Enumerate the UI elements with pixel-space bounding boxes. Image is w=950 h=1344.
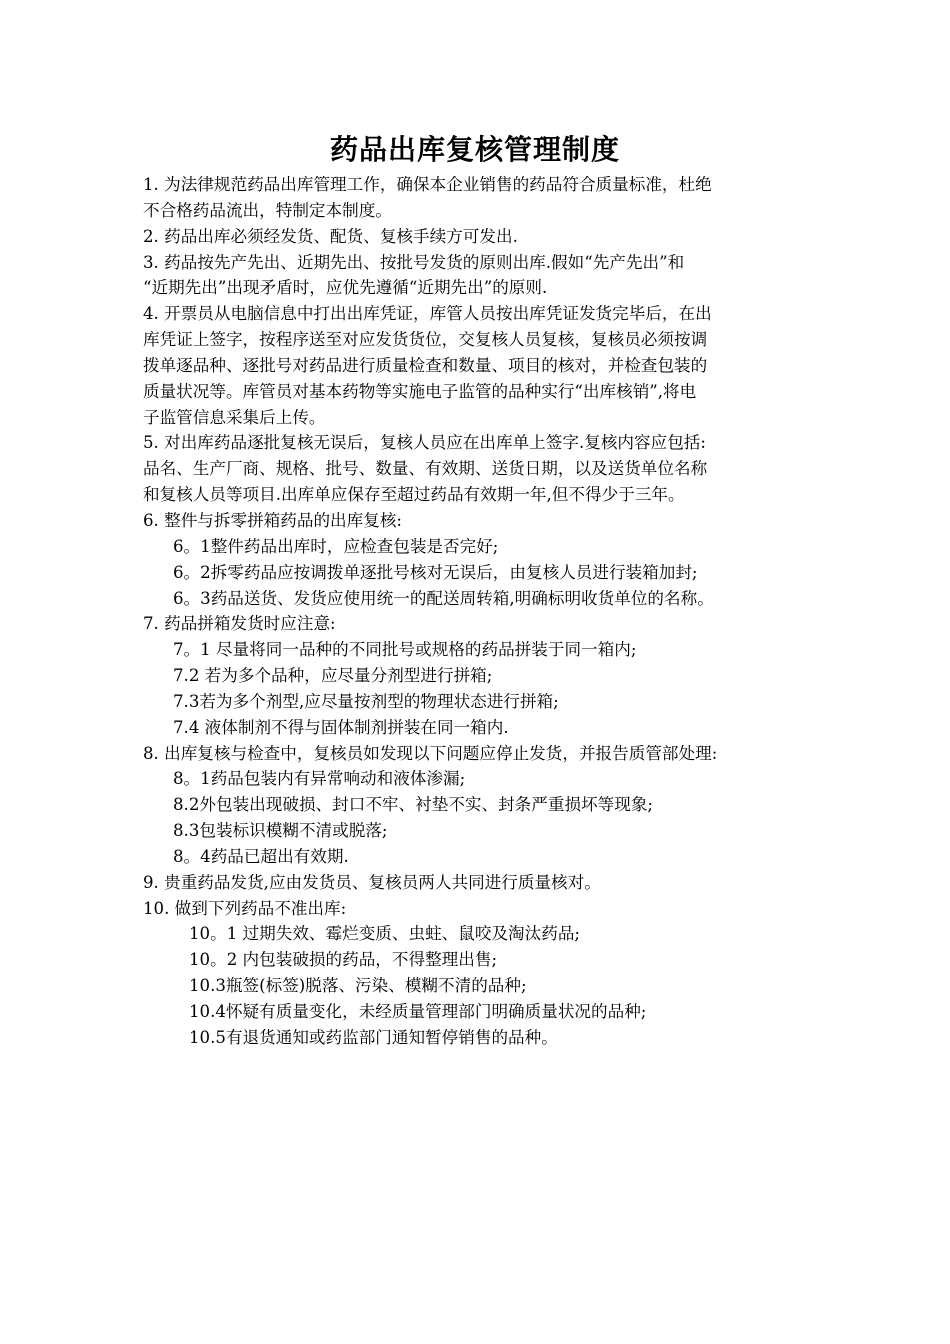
text-line: 10. 做到下列药品不准出库: bbox=[143, 898, 347, 918]
text-line: 质量状况等。库管员对基本药物等实施电子监管的品种实行“出库核销”,将电 bbox=[143, 381, 697, 401]
sub-item-line: 7。1 尽量将同一品种的不同批号或规格的药品拼装于同一箱内; bbox=[173, 640, 637, 660]
document-title: 药品出库复核管理制度 bbox=[329, 133, 620, 166]
sub-item-line: 7.4 液体制剂不得与固体制剂拼装在同一箱内. bbox=[173, 717, 509, 737]
text-line: 6. 整件与拆零拼箱药品的出库复核: bbox=[143, 510, 403, 530]
document-body bbox=[143, 172, 815, 1051]
text-line: 9. 贵重药品发货,应由发货员、复核员两人共同进行质量核对。 bbox=[143, 872, 601, 892]
text-line: 2. 药品出库必须经发货、配货、复核手续方可发出. bbox=[143, 226, 518, 246]
sub-item-line: 10。1 过期失效、霉烂变质、虫蛀、鼠咬及淘汰药品; bbox=[189, 924, 581, 944]
sub-item-line: 10.5有退货通知或药监部门通知暂停销售的品种。 bbox=[189, 1027, 558, 1047]
sub-item-line: 6。3药品送货、发货应使用统一的配送周转箱,明确标明收货单位的名称。 bbox=[173, 588, 714, 608]
sub-item-line: 6。1整件药品出库时，应检查包装是否完好; bbox=[173, 536, 499, 556]
sub-item-line: 8。1药品包装内有异常响动和液体渗漏; bbox=[173, 769, 466, 789]
text-line: 1. 为法律规范药品出库管理工作，确保本企业销售的药品符合质量标准，杜绝 bbox=[143, 175, 712, 194]
text-line: 8. 出库复核与检查中，复核员如发现以下问题应停止发货，并报告质管部处理: bbox=[143, 743, 718, 763]
text-line: 4. 开票员从电脑信息中打出出库凭证，库管人员按出库凭证发货完毕后，在出 bbox=[143, 304, 712, 324]
text-line: 5. 对出库药品逐批复核无误后，复核人员应在出库单上签字.复核内容应包括: bbox=[143, 433, 706, 453]
sub-item-line: 10.3瓶签(标签)脱落、污染、模糊不清的品种; bbox=[189, 976, 527, 996]
text-line: 不合格药品流出，特制定本制度。 bbox=[143, 200, 392, 220]
text-line: 库凭证上签字，按程序送至对应发货货位，交复核人员复核，复核员必须按调 bbox=[143, 330, 708, 350]
sub-item-line: 6。2拆零药品应按调拨单逐批号核对无误后，由复核人员进行装箱加封; bbox=[173, 562, 698, 582]
sub-item-line: 7.3若为多个剂型,应尽量按剂型的物理状态进行拼箱; bbox=[173, 691, 559, 711]
text-line: 拨单逐品种、逐批号对药品进行质量检查和数量、项目的核对，并检查包装的 bbox=[143, 355, 708, 375]
text-line: 和复核人员等项目.出库单应保存至超过药品有效期一年,但不得少于三年。 bbox=[143, 485, 685, 505]
sub-item-line: 8.2外包装出现破损、封口不牢、衬垫不实、封条严重损坏等现象; bbox=[173, 795, 654, 815]
sub-item-line: 8。4药品已超出有效期. bbox=[173, 846, 349, 866]
text-line: 子监管信息采集后上传。 bbox=[143, 407, 326, 427]
sub-item-line: 7.2 若为多个品种，应尽量分剂型进行拼箱; bbox=[173, 666, 493, 686]
text-line: 3. 药品按先产先出、近期先出、按批号发货的原则出库.假如“先产先出”和 bbox=[143, 252, 685, 272]
sub-item-line: 10.4怀疑有质量变化，未经质量管理部门明确质量状况的品种; bbox=[189, 1002, 647, 1021]
text-line: 7. 药品拼箱发货时应注意: bbox=[143, 614, 336, 634]
text-line: “近期先出”出现矛盾时，应优先遵循“近期先出”的原则. bbox=[143, 278, 548, 298]
sub-item-line: 8.3包装标识模糊不清或脱落; bbox=[173, 821, 388, 841]
text-line: 品名、生产厂商、规格、批号、数量、有效期、送货日期，以及送货单位名称 bbox=[143, 459, 708, 479]
sub-item-line: 10。2 内包装破损的药品，不得整理出售; bbox=[189, 950, 498, 970]
